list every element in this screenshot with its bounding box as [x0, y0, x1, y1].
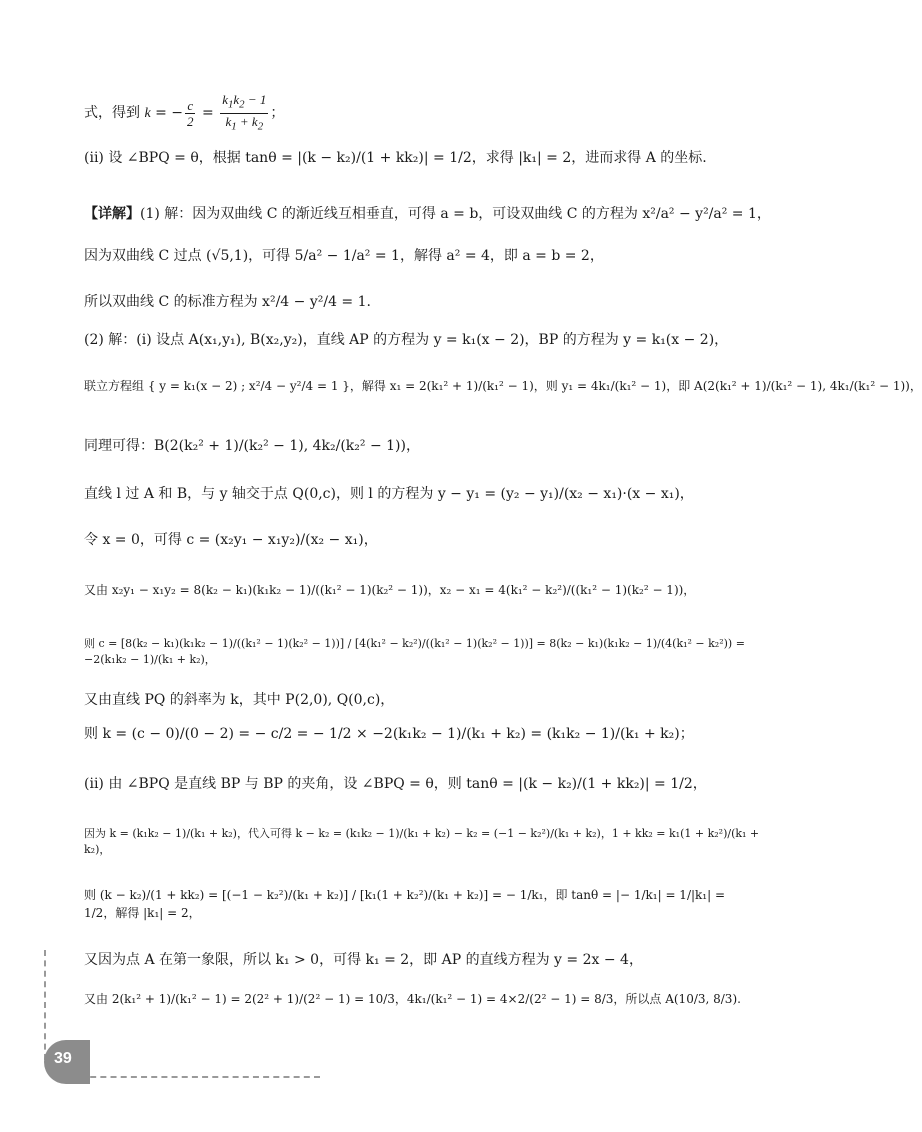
- line-2: [84, 148, 760, 168]
- line-16: [84, 826, 760, 858]
- line-15-text: (ii) 由 ∠BPQ 是直线 BP 与 BP 的夹角，设 ∠BPQ = θ，则 tanθ = |(k − k₂)/(1 + kk₂)| = 1/2，: [84, 776, 707, 792]
- line-10: [84, 530, 760, 550]
- solution-tag: 【详解】: [84, 206, 140, 222]
- line-18-text: 又因为点 A 在第一象限，所以 k₁ > 0，可得 k₁ = 2，即 AP 的直线方程为 y = 2x − 4，: [84, 952, 643, 968]
- line-6-text: (2) 解：(i) 设点 A(x₁,y₁), B(x₂,y₂)，直线 AP 的方程为 y = k₁(x − 2)，BP 的方程为 y = k₁(x − 2)，: [84, 332, 729, 348]
- line-8-text: 同理可得：B(2(k₂² + 1)/(k₂² − 1), 4k₂/(k₂² − 1))，: [84, 438, 420, 454]
- line-15: [84, 774, 760, 794]
- line-19: [84, 990, 760, 1008]
- line-17: [84, 886, 760, 922]
- line-1-text: 式，得到: [84, 105, 140, 122]
- line-2-text: (ii) 设 ∠BPQ = θ，根据 tanθ = |(k − k₂)/(1 + kk₂)| = 1/2，求得 |k₁| = 2，进而求得 A 的坐标.: [84, 150, 707, 166]
- line-13: [84, 690, 760, 710]
- line-12: [84, 636, 760, 668]
- line-1: 式，得到 k = − $\frac{c}{2}$ = $\frac{k_1k_2 - 1}{k_1 + k_2}$ ；: [84, 92, 285, 133]
- line-14: [84, 724, 760, 744]
- line-12-text: 则 c = [8(k₂ − k₁)(k₁k₂ − 1)/((k₁² − 1)(k₂² − 1))] / [4(k₁² − k₂²)/((k₁² − 1)(k₂² − 1))] = 8(k₂ − k₁)(k₁k₂ − 1)/(4(k₁² − k₂²)) = −2(k₁k₂ − 1)/(k₁ + k₂)，: [84, 637, 745, 666]
- line-4-text: 因为双曲线 C 过点 (√5,1)，可得 5/a² − 1/a² = 1，解得 a² = 4，即 a = b = 2，: [84, 248, 604, 264]
- line-18: [84, 950, 760, 970]
- line-17-text: 则 (k − k₂)/(1 + kk₂) = [(−1 − k₂²)/(k₁ + k₂)] / [k₁(1 + k₂²)/(k₁ + k₂)] = − 1/k₁，即 tanθ = |− 1/k₁| = 1/|k₁| = 1/2，解得 |k₁| = 2，: [84, 888, 726, 920]
- line-9: [84, 484, 760, 504]
- line-8: [84, 436, 760, 456]
- line-7-text: 联立方程组 { y = k₁(x − 2) ; x²/4 − y²/4 = 1 }，解得 x₁ = 2(k₁² + 1)/(k₁² − 1)，则 y₁ = 4k₁/(k₁² − 1)，即 A(2(k₁² + 1)/(k₁² − 1), 4k₁/(k₁² − 1))，: [84, 379, 922, 393]
- line-9-text: 直线 l 过 A 和 B，与 y 轴交于点 Q(0,c)，则 l 的方程为 y − y₁ = (y₂ − y₁)/(x₂ − x₁)·(x − x₁)，: [84, 486, 694, 502]
- bottom-dashed-line: [80, 1076, 320, 1078]
- line-6: [84, 330, 760, 350]
- line-5: [84, 292, 760, 312]
- line-4: [84, 246, 760, 266]
- page-number: 39: [54, 1050, 72, 1067]
- margin-dashed-line: [44, 950, 46, 1060]
- line-19-text: 又由 2(k₁² + 1)/(k₁² − 1) = 2(2² + 1)/(2² − 1) = 10/3，4k₁/(k₁² − 1) = 4×2/(2² − 1) = 8/3，所以点 A(10/3, 8/3).: [84, 992, 741, 1006]
- line-11: [84, 580, 760, 600]
- line-16-text: 因为 k = (k₁k₂ − 1)/(k₁ + k₂)，代入可得 k − k₂ = (k₁k₂ − 1)/(k₁ + k₂) − k₂ = (−1 − k₂²)/(k₁ + k₂)，1 + kk₂ = k₁(1 + k₂²)/(k₁ + k₂)，: [84, 827, 760, 856]
- line-11-text: 又由 x₂y₁ − x₁y₂ = 8(k₂ − k₁)(k₁k₂ − 1)/((k₁² − 1)(k₂² − 1))，x₂ − x₁ = 4(k₁² − k₂²)/((k₁² − 1)(k₂² − 1))，: [84, 583, 696, 597]
- line-14-text: 则 k = (c − 0)/(0 − 2) = − c/2 = − 1/2 × −2(k₁k₂ − 1)/(k₁ + k₂) = (k₁k₂ − 1)/(k₁ + k₂)；: [84, 726, 694, 742]
- line-3-text: (1) 解：因为双曲线 C 的渐近线互相垂直，可得 a = b，可设双曲线 C 的方程为 x²/a² − y²/a² = 1，: [140, 206, 771, 222]
- line-3: [84, 204, 771, 224]
- line-10-text: 令 x = 0，可得 c = (x₂y₁ − x₁y₂)/(x₂ − x₁)，: [84, 532, 378, 548]
- line-5-text: 所以双曲线 C 的标准方程为 x²/4 − y²/4 = 1.: [84, 294, 371, 310]
- line-13-text: 又由直线 PQ 的斜率为 k，其中 P(2,0), Q(0,c)，: [84, 692, 395, 708]
- line-7: [84, 376, 922, 396]
